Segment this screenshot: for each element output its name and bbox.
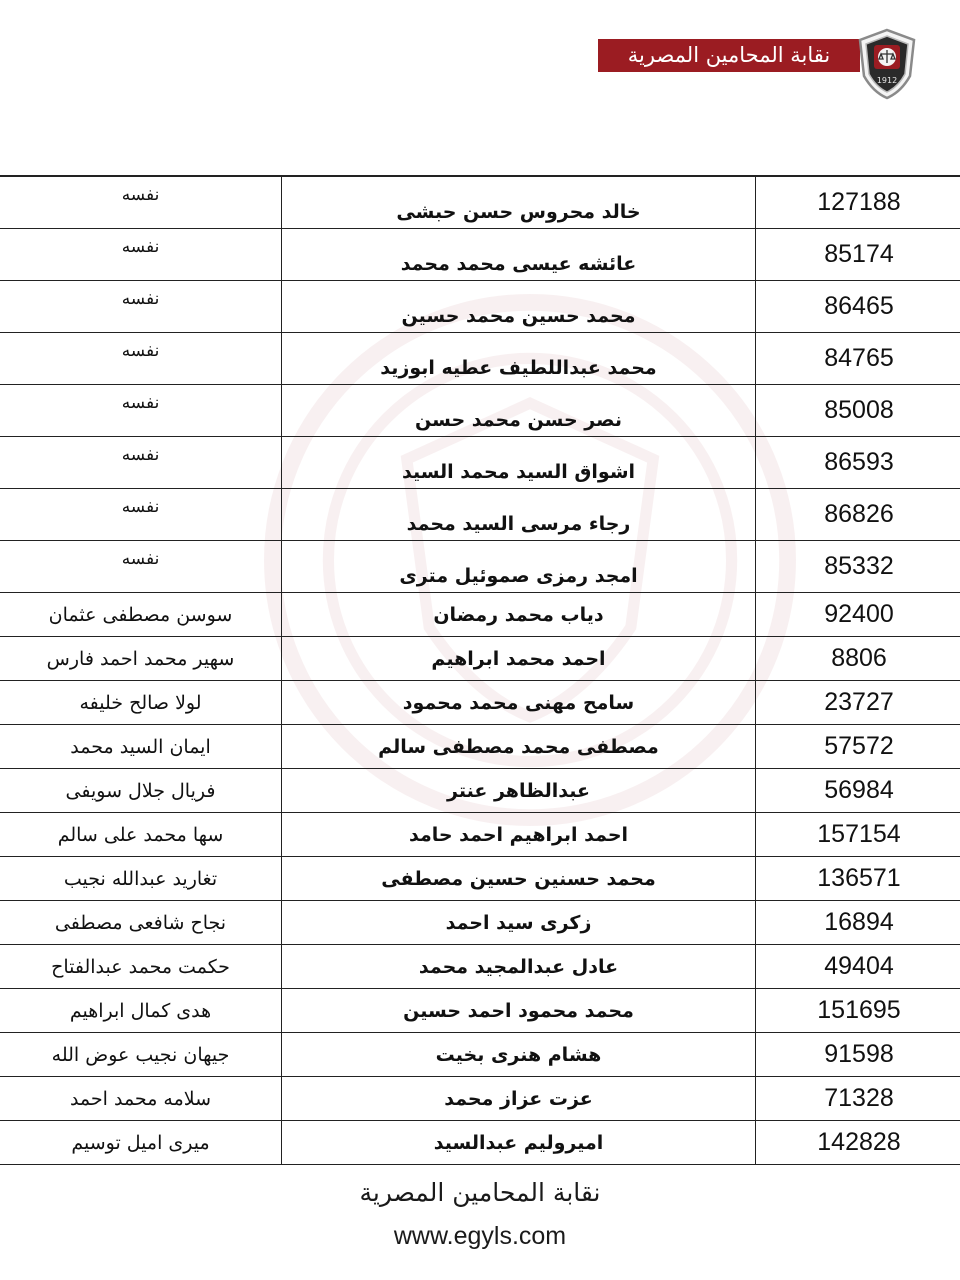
member-name-cell: مصطفى محمد مصطفى سالم: [282, 725, 756, 769]
relative-name-cell: سها محمد على سالم: [0, 813, 282, 857]
relative-name-cell: سوسن مصطفى عثمان: [0, 593, 282, 637]
member-name-cell: محمد محمود احمد حسين: [282, 989, 756, 1033]
registration-number-cell: 57572: [756, 725, 960, 769]
table-row: [0, 725, 960, 769]
relative-name-cell: لولا صالح خليفه: [0, 681, 282, 725]
member-name-cell: زكرى سيد احمد: [282, 901, 756, 945]
member-name-cell: امجد رمزى صموئيل مترى: [282, 541, 756, 593]
table-row: [0, 1077, 960, 1121]
registration-number-cell: 85332: [756, 541, 960, 593]
table-row: [0, 681, 960, 725]
table-row: [0, 541, 960, 593]
table-row: [0, 945, 960, 989]
registration-number-cell: 16894: [756, 901, 960, 945]
registration-number-cell: 92400: [756, 593, 960, 637]
registration-number-cell: 86465: [756, 281, 960, 333]
relative-name-cell: نفسه: [0, 489, 282, 541]
table-row: [0, 637, 960, 681]
relative-name-cell: سلامه محمد احمد: [0, 1077, 282, 1121]
member-name-cell: اميروليم عبدالسيد: [282, 1121, 756, 1165]
relative-name-cell: نفسه: [0, 229, 282, 281]
table-row: [0, 489, 960, 541]
table-row: [0, 385, 960, 437]
member-name-cell: رجاء مرسى السيد محمد: [282, 489, 756, 541]
member-name-cell: محمد حسين محمد حسين: [282, 281, 756, 333]
table-row: [0, 333, 960, 385]
table-row: [0, 989, 960, 1033]
table-row: [0, 229, 960, 281]
member-name-cell: عادل عبدالمجيد محمد: [282, 945, 756, 989]
registration-number-cell: 127188: [756, 176, 960, 229]
member-name-cell: اشواق السيد محمد السيد: [282, 437, 756, 489]
table-row: [0, 813, 960, 857]
registration-number-cell: 142828: [756, 1121, 960, 1165]
registration-number-cell: 157154: [756, 813, 960, 857]
registration-number-cell: 56984: [756, 769, 960, 813]
relative-name-cell: هدى كمال ابراهيم: [0, 989, 282, 1033]
registration-number-cell: 71328: [756, 1077, 960, 1121]
registration-number-cell: 84765: [756, 333, 960, 385]
relative-name-cell: نفسه: [0, 281, 282, 333]
registration-number-cell: 23727: [756, 681, 960, 725]
member-name-cell: هشام هنرى بخيت: [282, 1033, 756, 1077]
footer-website-link[interactable]: www.egyls.com: [393, 1222, 567, 1250]
relative-name-cell: جيهان نجيب عوض الله: [0, 1033, 282, 1077]
table-row: [0, 437, 960, 489]
table-row: [0, 1121, 960, 1165]
registration-number-cell: 85008: [756, 385, 960, 437]
footer-org-name: نقابة المحامين المصرية: [359, 1178, 601, 1207]
relative-name-cell: نفسه: [0, 541, 282, 593]
table-row: [0, 901, 960, 945]
relative-name-cell: ايمان السيد محمد: [0, 725, 282, 769]
member-name-cell: نصر حسن محمد حسن: [282, 385, 756, 437]
relative-name-cell: نجاح شافعى مصطفى: [0, 901, 282, 945]
emblem-year: 1912: [876, 76, 898, 85]
registration-number-cell: 136571: [756, 857, 960, 901]
table-row: [0, 769, 960, 813]
relative-name-cell: نفسه: [0, 176, 282, 229]
registration-number-cell: 49404: [756, 945, 960, 989]
member-name-cell: محمد عبداللطيف عطيه ابوزيد: [282, 333, 756, 385]
registration-number-cell: 8806: [756, 637, 960, 681]
member-name-cell: احمد ابراهيم احمد حامد: [282, 813, 756, 857]
member-name-cell: دياب محمد رمضان: [282, 593, 756, 637]
header-logo: [598, 28, 918, 100]
member-name-cell: احمد محمد ابراهيم: [282, 637, 756, 681]
syndicate-emblem-icon: [856, 28, 918, 100]
relative-name-cell: تغاريد عبدالله نجيب: [0, 857, 282, 901]
table-row: [0, 176, 960, 229]
table-row: [0, 1033, 960, 1077]
relative-name-cell: ميرى اميل توسيم: [0, 1121, 282, 1165]
member-name-cell: سامح مهنى محمد محمود: [282, 681, 756, 725]
member-name-cell: عزت عزاز محمد: [282, 1077, 756, 1121]
relative-name-cell: فريال جلال سويفى: [0, 769, 282, 813]
relative-name-cell: نفسه: [0, 333, 282, 385]
registration-number-cell: 86826: [756, 489, 960, 541]
member-name-cell: محمد حسنين حسين مصطفى: [282, 857, 756, 901]
relative-name-cell: نفسه: [0, 385, 282, 437]
table-row: [0, 593, 960, 637]
table-row: [0, 857, 960, 901]
member-name-cell: خالد محروس حسن حبشى: [282, 176, 756, 229]
member-name-cell: عائشه عيسى محمد محمد: [282, 229, 756, 281]
org-banner: نقابة المحامين المصرية: [598, 39, 860, 72]
registration-number-cell: 85174: [756, 229, 960, 281]
registration-number-cell: 91598: [756, 1033, 960, 1077]
relative-name-cell: حكمت محمد عبدالفتاح: [0, 945, 282, 989]
relative-name-cell: سهير محمد احمد فارس: [0, 637, 282, 681]
table-row: [0, 281, 960, 333]
relative-name-cell: نفسه: [0, 437, 282, 489]
roster-table: [0, 175, 960, 1165]
registration-number-cell: 151695: [756, 989, 960, 1033]
member-name-cell: عبدالظاهر عنتر: [282, 769, 756, 813]
registration-number-cell: 86593: [756, 437, 960, 489]
